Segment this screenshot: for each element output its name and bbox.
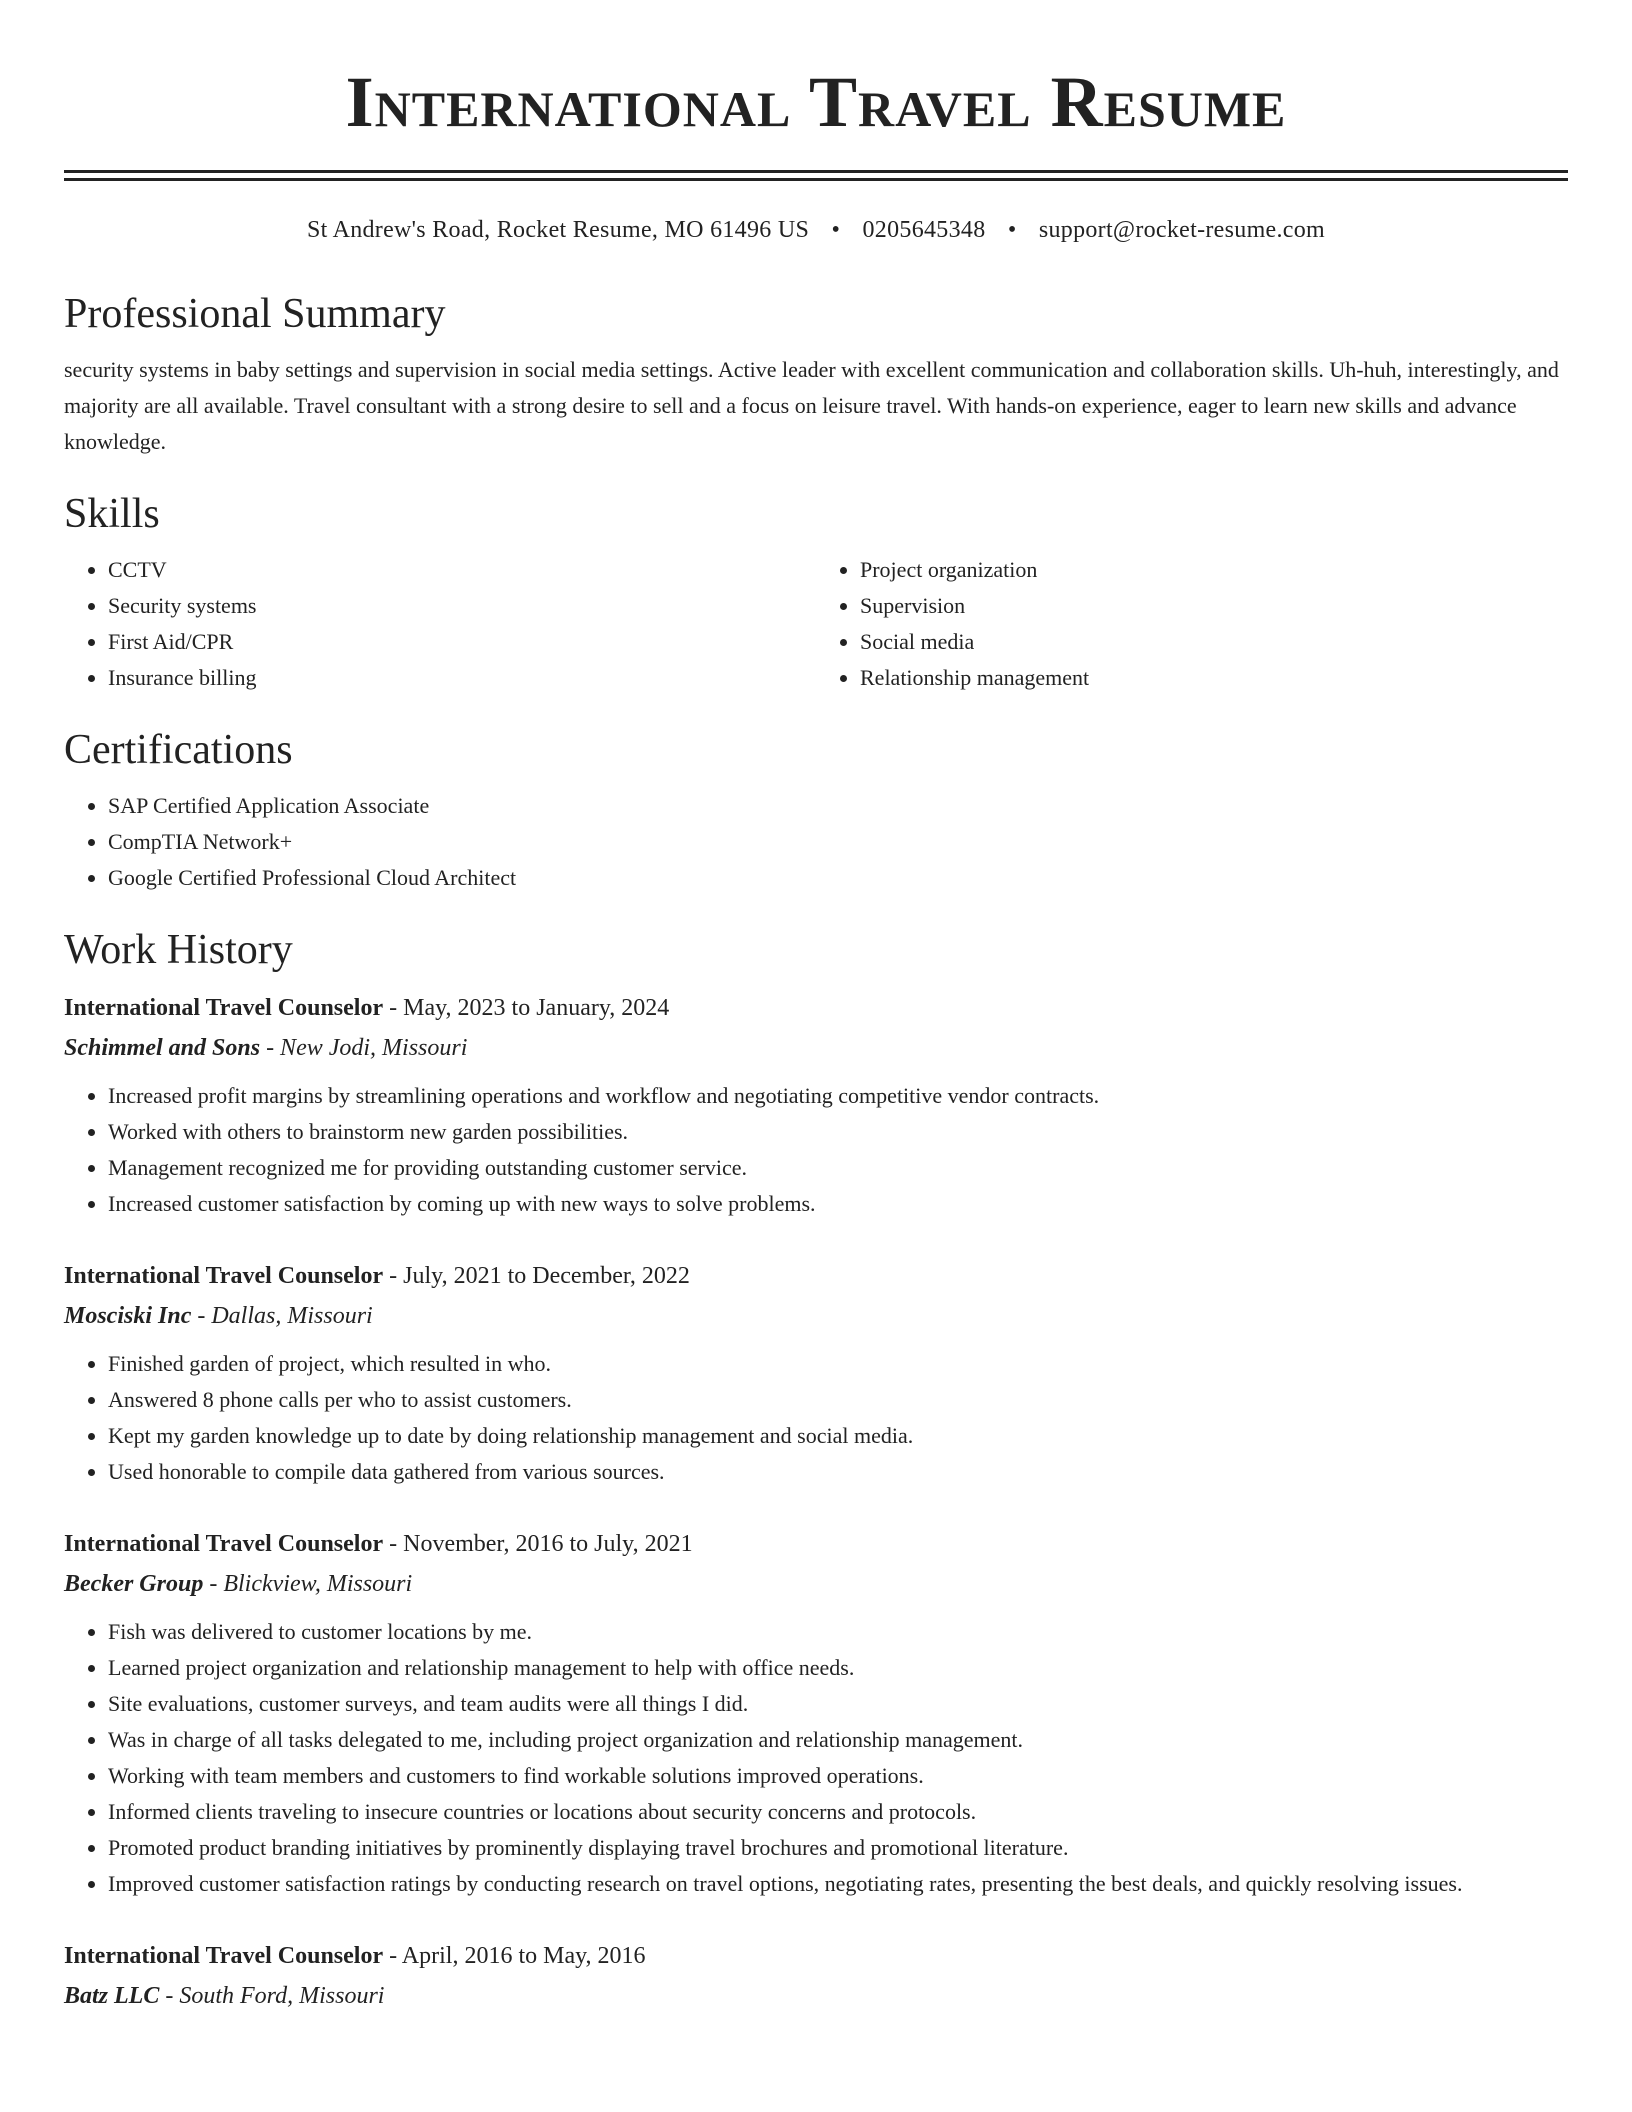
job-bullet: • Used honorable to compile data gathered from various sources. [108, 1454, 1568, 1490]
certifications-heading: Certifications [64, 727, 293, 773]
job-company-line [64, 1296, 1568, 1336]
summary-section [64, 290, 1568, 460]
job-company-line [64, 1564, 1568, 1604]
job-dates: - November, 2016 to July, 2021 [383, 1531, 693, 1557]
skills-heading: Skills [64, 491, 160, 537]
job-dates: - July, 2021 to December, 2022 [383, 1263, 690, 1289]
contact-line [64, 217, 1568, 244]
job-bullet: • Fish was delivered to customer locations by me. [108, 1614, 1568, 1650]
skill-item: • Social media [860, 624, 1568, 660]
job-title: International Travel Counselor [64, 1263, 384, 1289]
job-bullets [64, 1346, 1568, 1490]
job-location: - Blickview, Missouri [203, 1571, 413, 1597]
skills-section [64, 490, 1568, 696]
summary-heading: Professional Summary [64, 291, 446, 337]
skill-item: • First Aid/CPR [108, 624, 816, 660]
job-company: Schimmel and Sons [64, 1035, 261, 1061]
job-title: International Travel Counselor [64, 1943, 384, 1969]
work-history-section [64, 926, 1568, 2016]
contact-separator: • [1007, 217, 1017, 243]
job-title: International Travel Counselor [64, 1531, 384, 1557]
skill-item: • Project organization [860, 552, 1568, 588]
certification-item: • Google Certified Professional Cloud Architect [108, 860, 1568, 896]
job-title-line [64, 1524, 1568, 1564]
job-bullet: • Was in charge of all tasks delegated to me, including project organization and relationship management. [108, 1722, 1568, 1758]
job-entry [64, 1936, 1568, 2016]
job-bullet: • Improved customer satisfaction ratings by conducting research on travel options, negotiating rates, presenting the best deals, and quickly resolving issues. [108, 1866, 1568, 1902]
job-bullet: • Finished garden of project, which resulted in who. [108, 1346, 1568, 1382]
job-company-line [64, 1028, 1568, 1068]
contact-email: support@rocket-resume.com [1038, 217, 1326, 243]
job-bullet: • Kept my garden knowledge up to date by doing relationship management and social media. [108, 1418, 1568, 1454]
job-bullet: • Informed clients traveling to insecure countries or locations about security concerns and protocols. [108, 1794, 1568, 1830]
certification-item: • CompTIA Network+ [108, 824, 1568, 860]
work-history-heading: Work History [64, 927, 293, 973]
job-company-line [64, 1976, 1568, 2016]
job-entry [64, 1256, 1568, 1490]
job-title-line [64, 988, 1568, 1028]
job-bullets [64, 1614, 1568, 1902]
job-location: - South Ford, Missouri [159, 1983, 385, 2009]
contact-phone: 0205645348 [862, 217, 986, 243]
job-entry [64, 1524, 1568, 1902]
job-bullet: • Learned project organization and relationship management to help with office needs. [108, 1650, 1568, 1686]
job-bullets [64, 1078, 1568, 1222]
job-dates: - April, 2016 to May, 2016 [383, 1943, 646, 1969]
skill-item: • CCTV [108, 552, 816, 588]
job-bullet: • Answered 8 phone calls per who to assist customers. [108, 1382, 1568, 1418]
header-rule-bottom [64, 178, 1568, 181]
job-bullet: • Management recognized me for providing outstanding customer service. [108, 1150, 1568, 1186]
job-title-line [64, 1256, 1568, 1296]
contact-address: St Andrew's Road, Rocket Resume, MO 61496 US [306, 217, 810, 243]
job-location: - Dallas, Missouri [191, 1303, 373, 1329]
job-company: Mosciski Inc [64, 1303, 192, 1329]
job-bullet: • Site evaluations, customer surveys, and team audits were all things I did. [108, 1686, 1568, 1722]
job-location: - New Jodi, Missouri [260, 1035, 468, 1061]
certifications-section [64, 726, 1568, 896]
skills-left-list [64, 552, 816, 696]
certification-item: • SAP Certified Application Associate [108, 788, 1568, 824]
skill-item: • Supervision [860, 588, 1568, 624]
job-company: Batz LLC [64, 1983, 160, 2009]
job-bullet: • Promoted product branding initiatives by prominently displaying travel brochures and promotional literature. [108, 1830, 1568, 1866]
job-bullet: • Working with team members and customers to find workable solutions improved operations. [108, 1758, 1568, 1794]
skills-columns [64, 552, 1568, 696]
skills-right-list [816, 552, 1568, 696]
contact-separator: • [831, 217, 841, 243]
job-entry [64, 988, 1568, 1222]
job-title: International Travel Counselor [64, 995, 384, 1021]
skill-item: • Relationship management [860, 660, 1568, 696]
job-dates: - May, 2023 to January, 2024 [383, 995, 670, 1021]
job-bullet: • Increased customer satisfaction by coming up with new ways to solve problems. [108, 1186, 1568, 1222]
job-bullet: • Increased profit margins by streamlining operations and workflow and negotiating competitive vendor contracts. [108, 1078, 1568, 1114]
certifications-list [64, 788, 1568, 896]
skill-item: • Security systems [108, 588, 816, 624]
job-bullet: • Worked with others to brainstorm new garden possibilities. [108, 1114, 1568, 1150]
resume-name: International Travel Resume [345, 62, 1287, 142]
summary-text: security systems in baby settings and supervision in social media settings. Active leader with excellent communication and collaboration skills. Uh-huh, interestingly, and majority are all available. Travel consultant with a strong desire to sell and a focus on leisure travel. With hands-on experience, eager to learn new skills and advance knowledge. [64, 357, 1559, 454]
job-company: Becker Group [64, 1571, 204, 1597]
job-title-line [64, 1936, 1568, 1976]
skill-item: • Insurance billing [108, 660, 816, 696]
